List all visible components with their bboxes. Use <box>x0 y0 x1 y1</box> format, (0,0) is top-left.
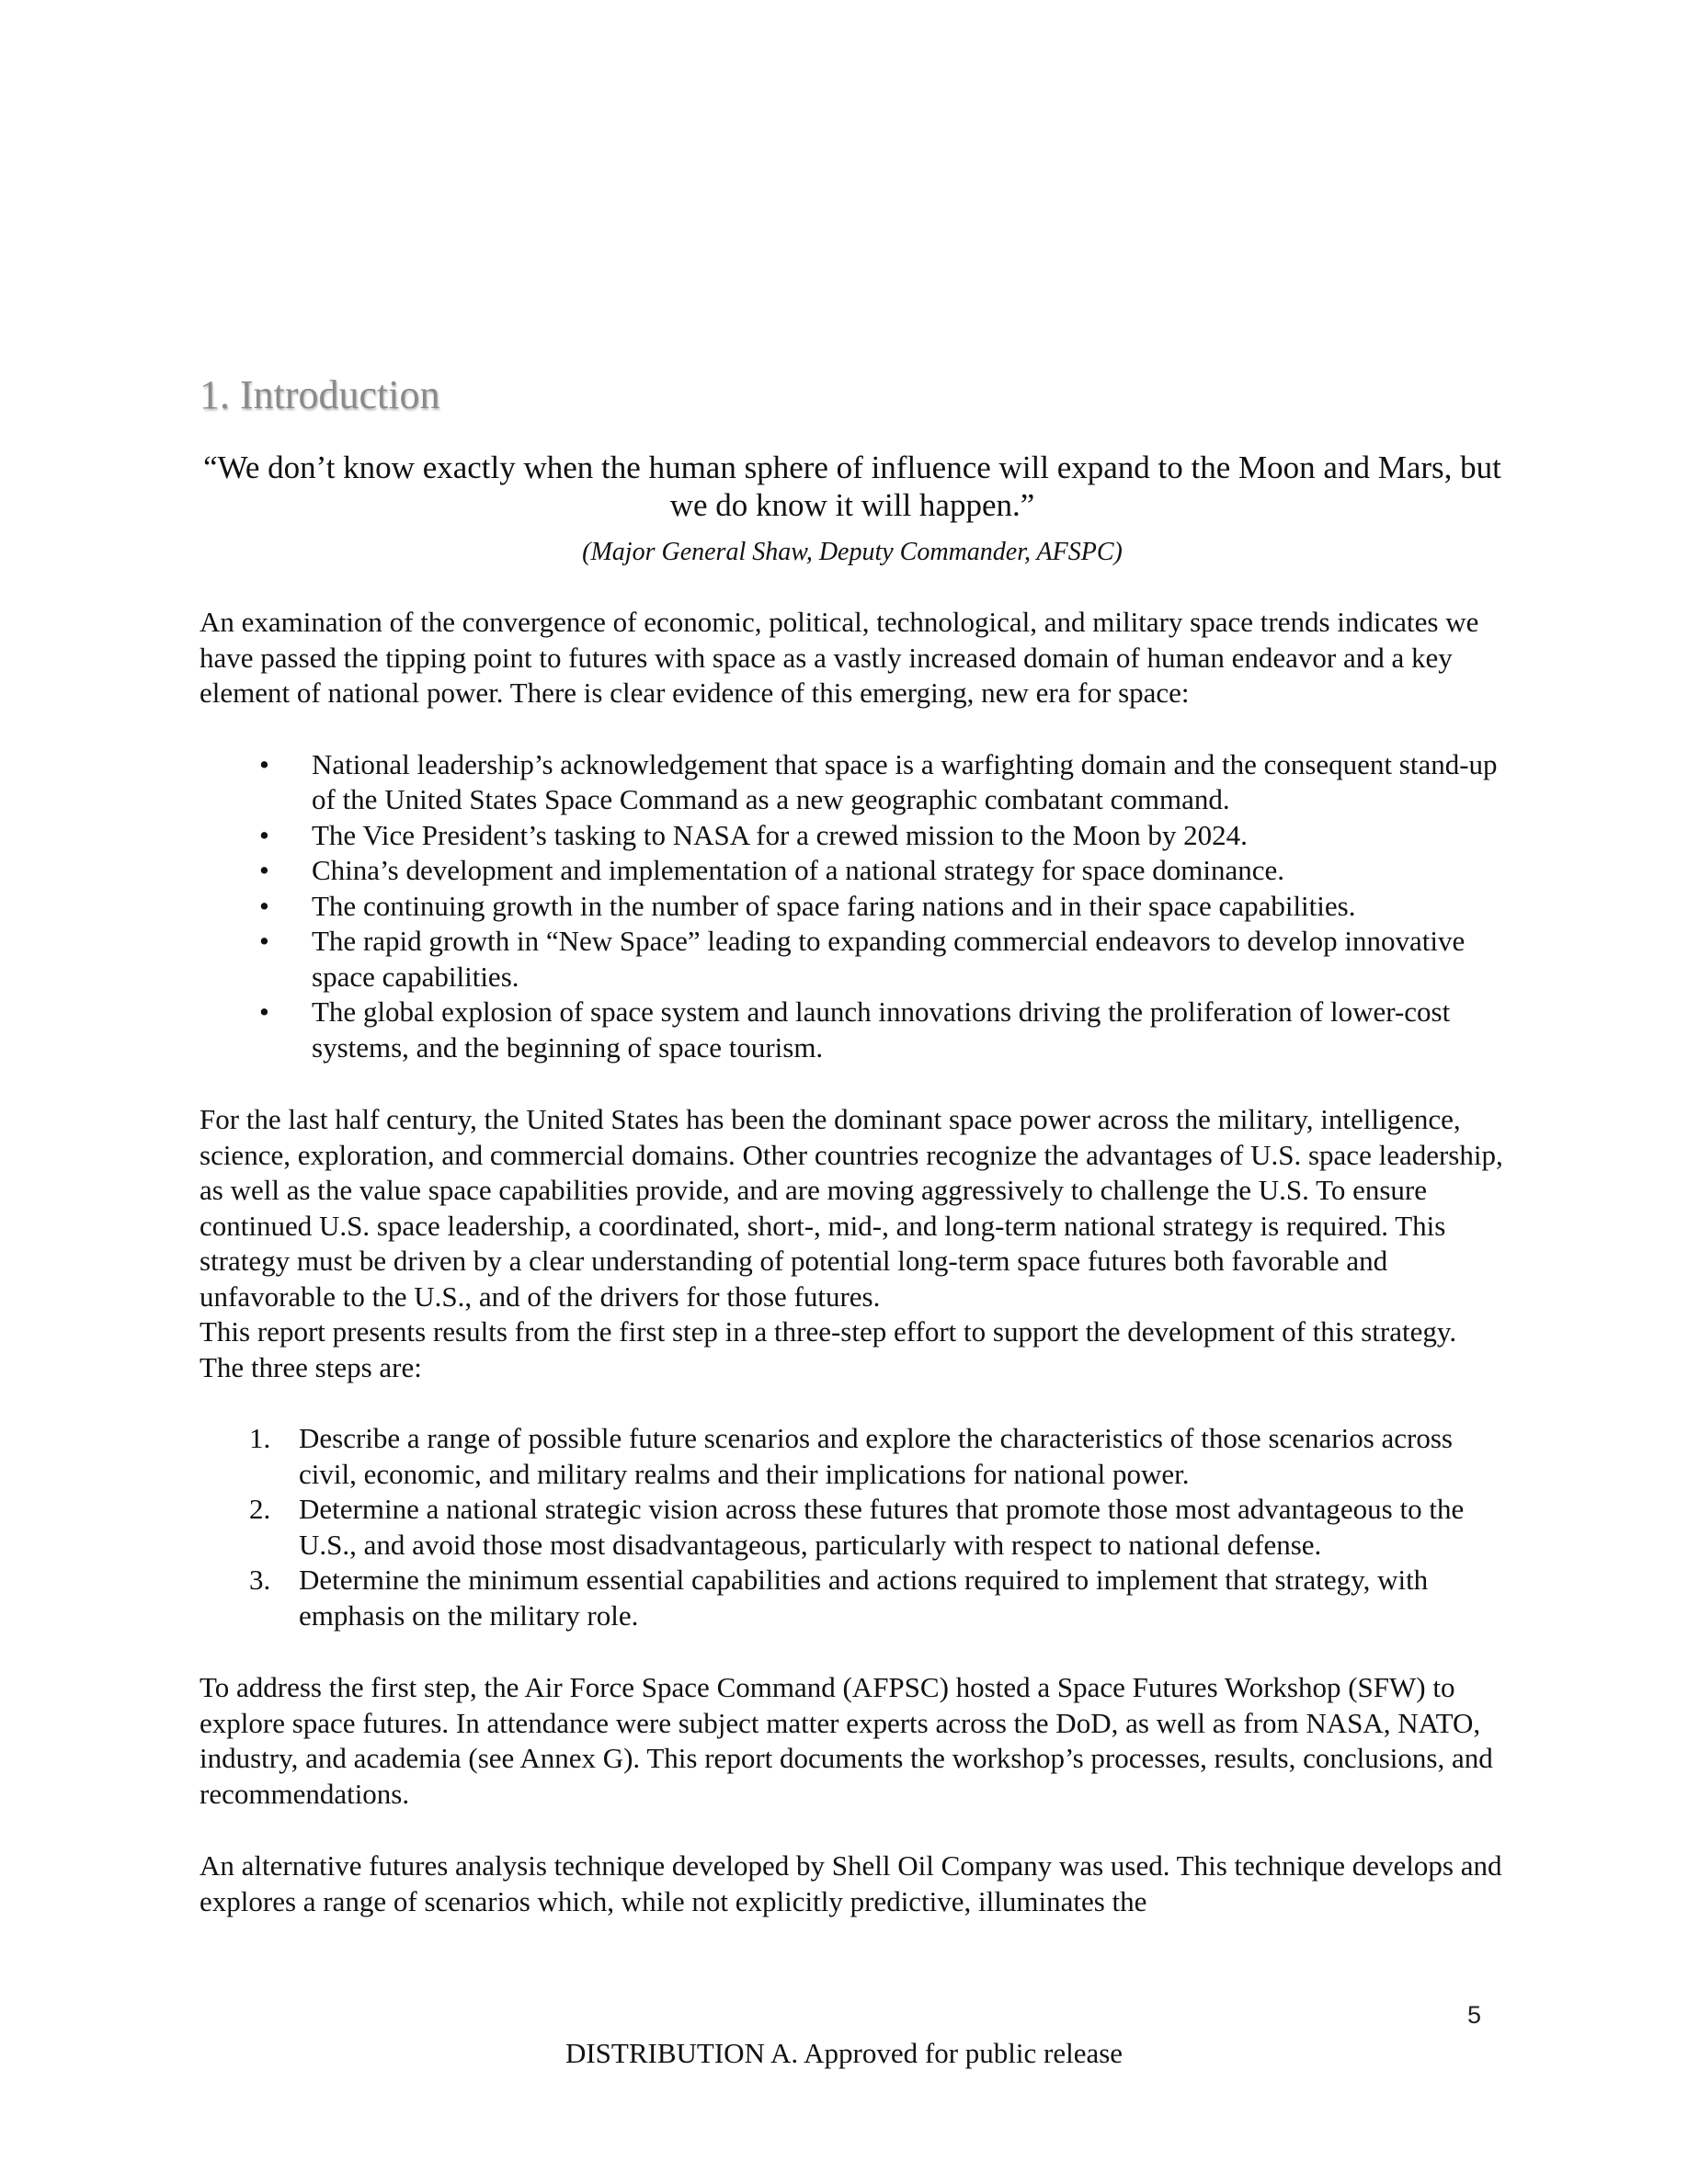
distribution-footer: DISTRIBUTION A. Approved for public release <box>565 2037 1123 2069</box>
list-item <box>200 1563 1505 1633</box>
bullet-marker: • <box>259 925 269 957</box>
bullet-marker: • <box>259 854 269 886</box>
step-number: 3. <box>249 1564 271 1596</box>
list-item-text: The Vice President’s tasking to NASA for a crewed mission to the Moon by 2024. <box>312 818 1248 851</box>
bullet-marker: • <box>259 889 269 922</box>
page-number: 5 <box>1467 2001 1482 2029</box>
paragraph-workshop: To address the first step, the Air Force Space Command (AFPSC) hosted a Space Futures Workshop (SFW) to explore space futures. In attendance were subject matter experts across the DoD, as well as from NASA, NATO, industry, and academia (see Annex G). This report documents the workshop’s processes, results, conclusions, and recommendations. <box>200 1671 1493 1810</box>
list-item <box>200 889 1505 925</box>
list-item-text: Determine a national strategic vision across these futures that promote those most advantageous to the U.S., and avoid those most disadvantageous, particularly with respect to national defense. <box>299 1493 1465 1561</box>
paragraph-us-leadership: For the last half century, the United States has been the dominant space power across the military, intelligence, science, exploration, and commercial domains. Other countries recognize the advantages of U.S. space leadership, as well as the value space capabilities provide, and are moving aggressively to challenge the U.S. To ensure continued U.S. space leadership, a coordinated, short-, mid-, and long-term national strategy is required. This strategy must be driven by a clear understanding of potential long-term space futures both favorable and unfavorable to the U.S., and of the drivers for those futures. <box>200 1103 1503 1313</box>
bullet-marker: • <box>259 818 269 851</box>
list-item-text: Determine the minimum essential capabilities and actions required to implement that strategy, with emphasis on the military role. <box>299 1564 1429 1632</box>
paragraph-three-steps: This report presents results from the first step in a three-step effort to support the development of this strategy. The three steps are: <box>200 1315 1457 1383</box>
quote-attribution: (Major General Shaw, Deputy Commander, AFSPC) <box>582 538 1123 566</box>
steps-numbered-list <box>200 1421 1505 1633</box>
list-item <box>200 853 1505 889</box>
step-number: 1. <box>249 1422 271 1454</box>
list-item-text: Describe a range of possible future scenarios and explore the characteristics of those scenarios across civil, economic, and military realms and their implications for national power. <box>299 1422 1454 1490</box>
step-number: 2. <box>249 1493 271 1525</box>
list-item <box>200 1421 1505 1492</box>
list-item-text: The rapid growth in “New Space” leading to expanding commercial endeavors to develop innovative space capabilities. <box>312 925 1466 993</box>
epigraph-quote: “We don’t know exactly when the human sphere of influence will expand to the Moon and Mars, but we do know it will happen.” <box>203 449 1501 523</box>
list-item <box>200 1492 1505 1563</box>
paragraph-technique: An alternative futures analysis technique developed by Shell Oil Company was used. This technique develops and explores a range of scenarios which, while not explicitly predictive, illuminates the <box>200 1849 1502 1917</box>
list-item-text: The continuing growth in the number of space faring nations and in their space capabilities. <box>312 889 1356 922</box>
bullet-marker: • <box>259 995 269 1028</box>
bullet-marker: • <box>259 747 269 780</box>
list-item-text: National leadership’s acknowledgement that space is a warfighting domain and the consequent stand-up of the United States Space Command as a new geographic combatant command. <box>312 747 1498 815</box>
list-item <box>200 924 1505 995</box>
page-content <box>200 368 1505 1919</box>
list-item <box>200 818 1505 854</box>
paragraph-intro: An examination of the convergence of economic, political, technological, and military space trends indicates we have passed the tipping point to futures with space as a vastly increased domain of human endeavor and a key element of national power. There is clear evidence of this emerging, new era for space: <box>200 606 1479 709</box>
list-item <box>200 995 1505 1065</box>
evidence-bullet-list <box>200 747 1505 1066</box>
list-item-text: China’s development and implementation of a national strategy for space dominance. <box>312 854 1284 886</box>
list-item-text: The global explosion of space system and launch innovations driving the proliferation of lower-cost systems, and the beginning of space tourism. <box>312 995 1451 1064</box>
section-title: 1. Introduction <box>200 372 440 417</box>
list-item <box>200 747 1505 818</box>
